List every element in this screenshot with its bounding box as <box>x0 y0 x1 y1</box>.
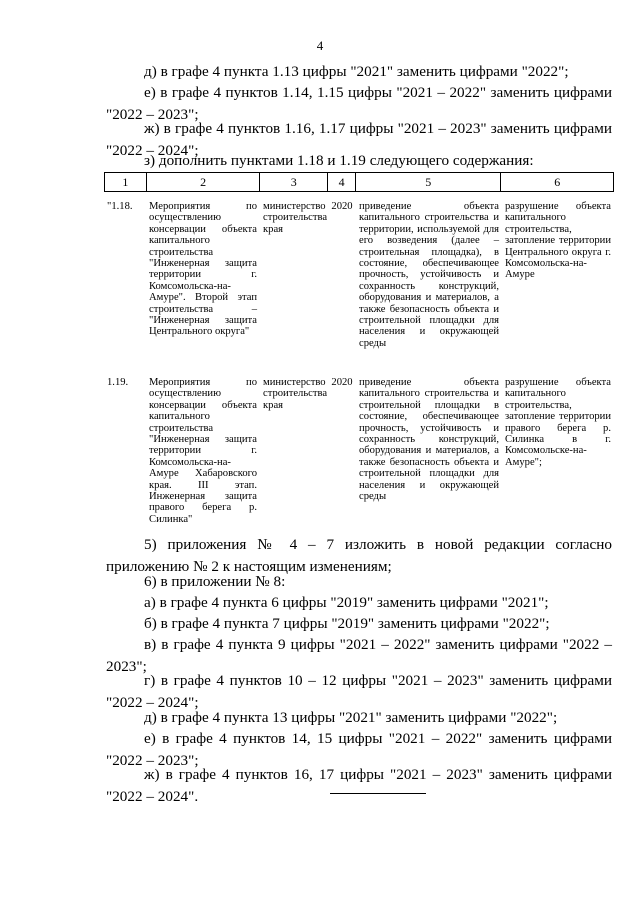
executor: министерство строительства края <box>263 201 328 235</box>
table-header <box>104 172 614 192</box>
table-header-cell: 2 <box>147 173 261 191</box>
row-number: "1.18. <box>107 201 133 212</box>
table-header-cell: 1 <box>105 173 147 191</box>
year: 2020 <box>331 377 353 388</box>
paragraph-d2: д) в графе 4 пункта 13 цифры "2021" заменить цифрами "2022"; <box>144 709 558 726</box>
paragraph-z: з) дополнить пунктами 1.18 и 1.19 следующего содержания: <box>144 152 534 169</box>
paragraph-g: г) в графе 4 пунктов 10 – 12 цифры "2021 – 2023" заменить цифрами "2022 – 2024"; <box>106 672 612 711</box>
consequence: разрушение объекта капитального строительства, затопление территории правого берега р. Силинка в г. Комсомольске-на-Амуре"; <box>505 377 611 468</box>
table-header-cell: 4 <box>328 173 356 191</box>
expected-result: приведение объекта капитального строительства и территории, используемой для его возведения (далее – строительная площадка), в состояние, обеспечивающее прочность, устойчивость и сохранность конструкций, оборудования и материалов, а также безопасность объекта и строительной площадки для населения и окружающей среды <box>359 201 499 349</box>
table-header-cell: 6 <box>554 175 561 189</box>
paragraph-zh: ж) в графе 4 пунктов 1.16, 1.17 цифры "2021 – 2023" заменить цифрами "2022 – 2024"; <box>106 120 612 159</box>
page-number: 4 <box>316 38 324 53</box>
event-name: Мероприятия по осуществлению консервации объекта капитального строительства "Инженерная защита территории г. Комсомольска-на-Амуре". Второй этап строительства – "Инженерная защита Центрального округа" <box>149 201 257 338</box>
paragraph-b: б) в графе 4 пункта 7 цифры "2019" заменить цифрами "2022"; <box>144 615 550 632</box>
paragraph-e2: е) в графе 4 пунктов 14, 15 цифры "2021 – 2022" заменить цифрами "2022 – 2023"; <box>106 730 612 769</box>
paragraph-zh2: ж) в графе 4 пунктов 16, 17 цифры "2021 – 2023" заменить цифрами "2022 – 2024". <box>106 766 612 805</box>
expected-result: приведение объекта капитального строительства и строительной площадки в состояние, обеспечивающее прочность, устойчивость и сохранность конструкций, оборудования и материалов, а также безопасность объекта и строительной площадки для населения и окружающей среды <box>359 377 499 503</box>
table-row <box>104 377 614 525</box>
paragraph-e: е) в графе 4 пунктов 1.14, 1.15 цифры "2021 – 2022" заменить цифрами "2022 – 2023"; <box>106 84 612 123</box>
row-number: 1.19. <box>107 377 129 388</box>
paragraph-d: д) в графе 4 пункта 1.13 цифры "2021" заменить цифрами "2022"; <box>144 63 569 80</box>
paragraph-v: в) в графе 4 пункта 9 цифры "2021 – 2022" заменить цифрами "2022 – 2023"; <box>106 636 612 675</box>
table-row <box>104 201 614 349</box>
executor: министерство строительства края <box>263 377 328 411</box>
paragraph-5: 5) приложения № 4 – 7 изложить в новой редакции согласно приложению № 2 к настоящим изменениям; <box>106 536 612 575</box>
event-name: Мероприятия по осуществлению консервации объекта капитального строительства "Инженерная защита территории г. Комсомольска-на-Амуре Хабаровского края. III этап. Инженерная защита правого берега р. Силинка" <box>149 377 257 525</box>
table-header-cell: 5 <box>356 173 501 191</box>
paragraph-6: 6) в приложении № 8: <box>144 573 286 590</box>
table-header-cell: 3 <box>260 173 328 191</box>
end-divider <box>330 793 426 794</box>
consequence: разрушение объекта капитального строительства, затопление территории Центрального округа г. Комсомольска-на-Амуре <box>505 201 611 281</box>
year: 2020 <box>331 201 353 212</box>
paragraph-a: а) в графе 4 пункта 6 цифры "2019" заменить цифрами "2021"; <box>144 594 549 611</box>
